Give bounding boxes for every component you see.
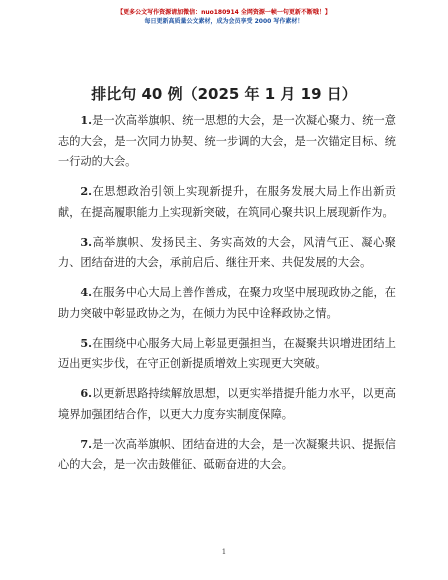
paragraph-7 (58, 434, 396, 476)
paragraph-number: 1. (80, 113, 93, 127)
paragraph-text: 高举旗帜、发扬民主、务实高效的大会，风清气正、凝心聚力、团结奋进的大会，承前启后、继往开来、共促发展的大会。 (58, 235, 396, 269)
paragraph-text: 是一次高举旗帜、统一思想的大会，是一次凝心聚力、统一意志的大会，是一次同力协契、统一步调的大会，是一次锚定目标、统一行动的大会。 (58, 114, 396, 168)
paragraph-number: 2. (80, 184, 93, 198)
document-title: 排比句 40 例（2025 年 1 月 19 日） (91, 85, 357, 103)
paragraph-text: 是一次高举旗帜、团结奋进的大会，是一次凝聚共识、提振信心的大会，是一次击鼓催征、砥砺奋进的大会。 (58, 437, 396, 471)
paragraph-number: 3. (80, 234, 93, 249)
paragraph-text: 在围绕中心服务大局上彰显更强担当，在凝聚共识增进团结上迈出更实步伐，在守正创新提质增效上实现更大突破。 (58, 336, 396, 370)
paragraph-text: 在思想政治引领上实现新提升，在服务发展大局上作出新贡献，在提高履职能力上实现新突破，在筑同心聚共识上展现新作为。 (58, 185, 396, 219)
paragraph-6 (58, 383, 396, 425)
promo-line-2: 每日更新高质量公文素材，成为会员享受 2000 写作素材！ (144, 18, 304, 25)
paragraph-1 (58, 110, 396, 173)
paragraph-4 (58, 282, 396, 324)
paragraph-5 (58, 333, 396, 375)
paragraph-number: 7. (80, 436, 93, 451)
document-body (58, 110, 396, 484)
paragraph-number: 4. (80, 285, 93, 299)
paragraph-number: 5. (80, 335, 93, 350)
paragraph-3 (58, 232, 396, 274)
promo-line-1: 【更多公文写作资源请加微信：nuo180914 全网资源一帧一句更新不断哦！】 (117, 9, 331, 16)
paragraph-text: 以更新思路持续解放思想，以更实举措提升能力水平，以更高境界加强团结合作，以更大力度夯实制度保障。 (58, 387, 396, 421)
paragraph-text: 在服务中心大局上善作善成，在聚力攻坚中展现政协之能，在助力突破中彰显政协之为，在倾力为民中诠释政协之情。 (58, 286, 396, 320)
paragraph-number: 6. (80, 386, 93, 400)
promo-header (0, 8, 448, 26)
page-number: 1 (221, 548, 227, 556)
paragraph-2 (58, 181, 396, 223)
